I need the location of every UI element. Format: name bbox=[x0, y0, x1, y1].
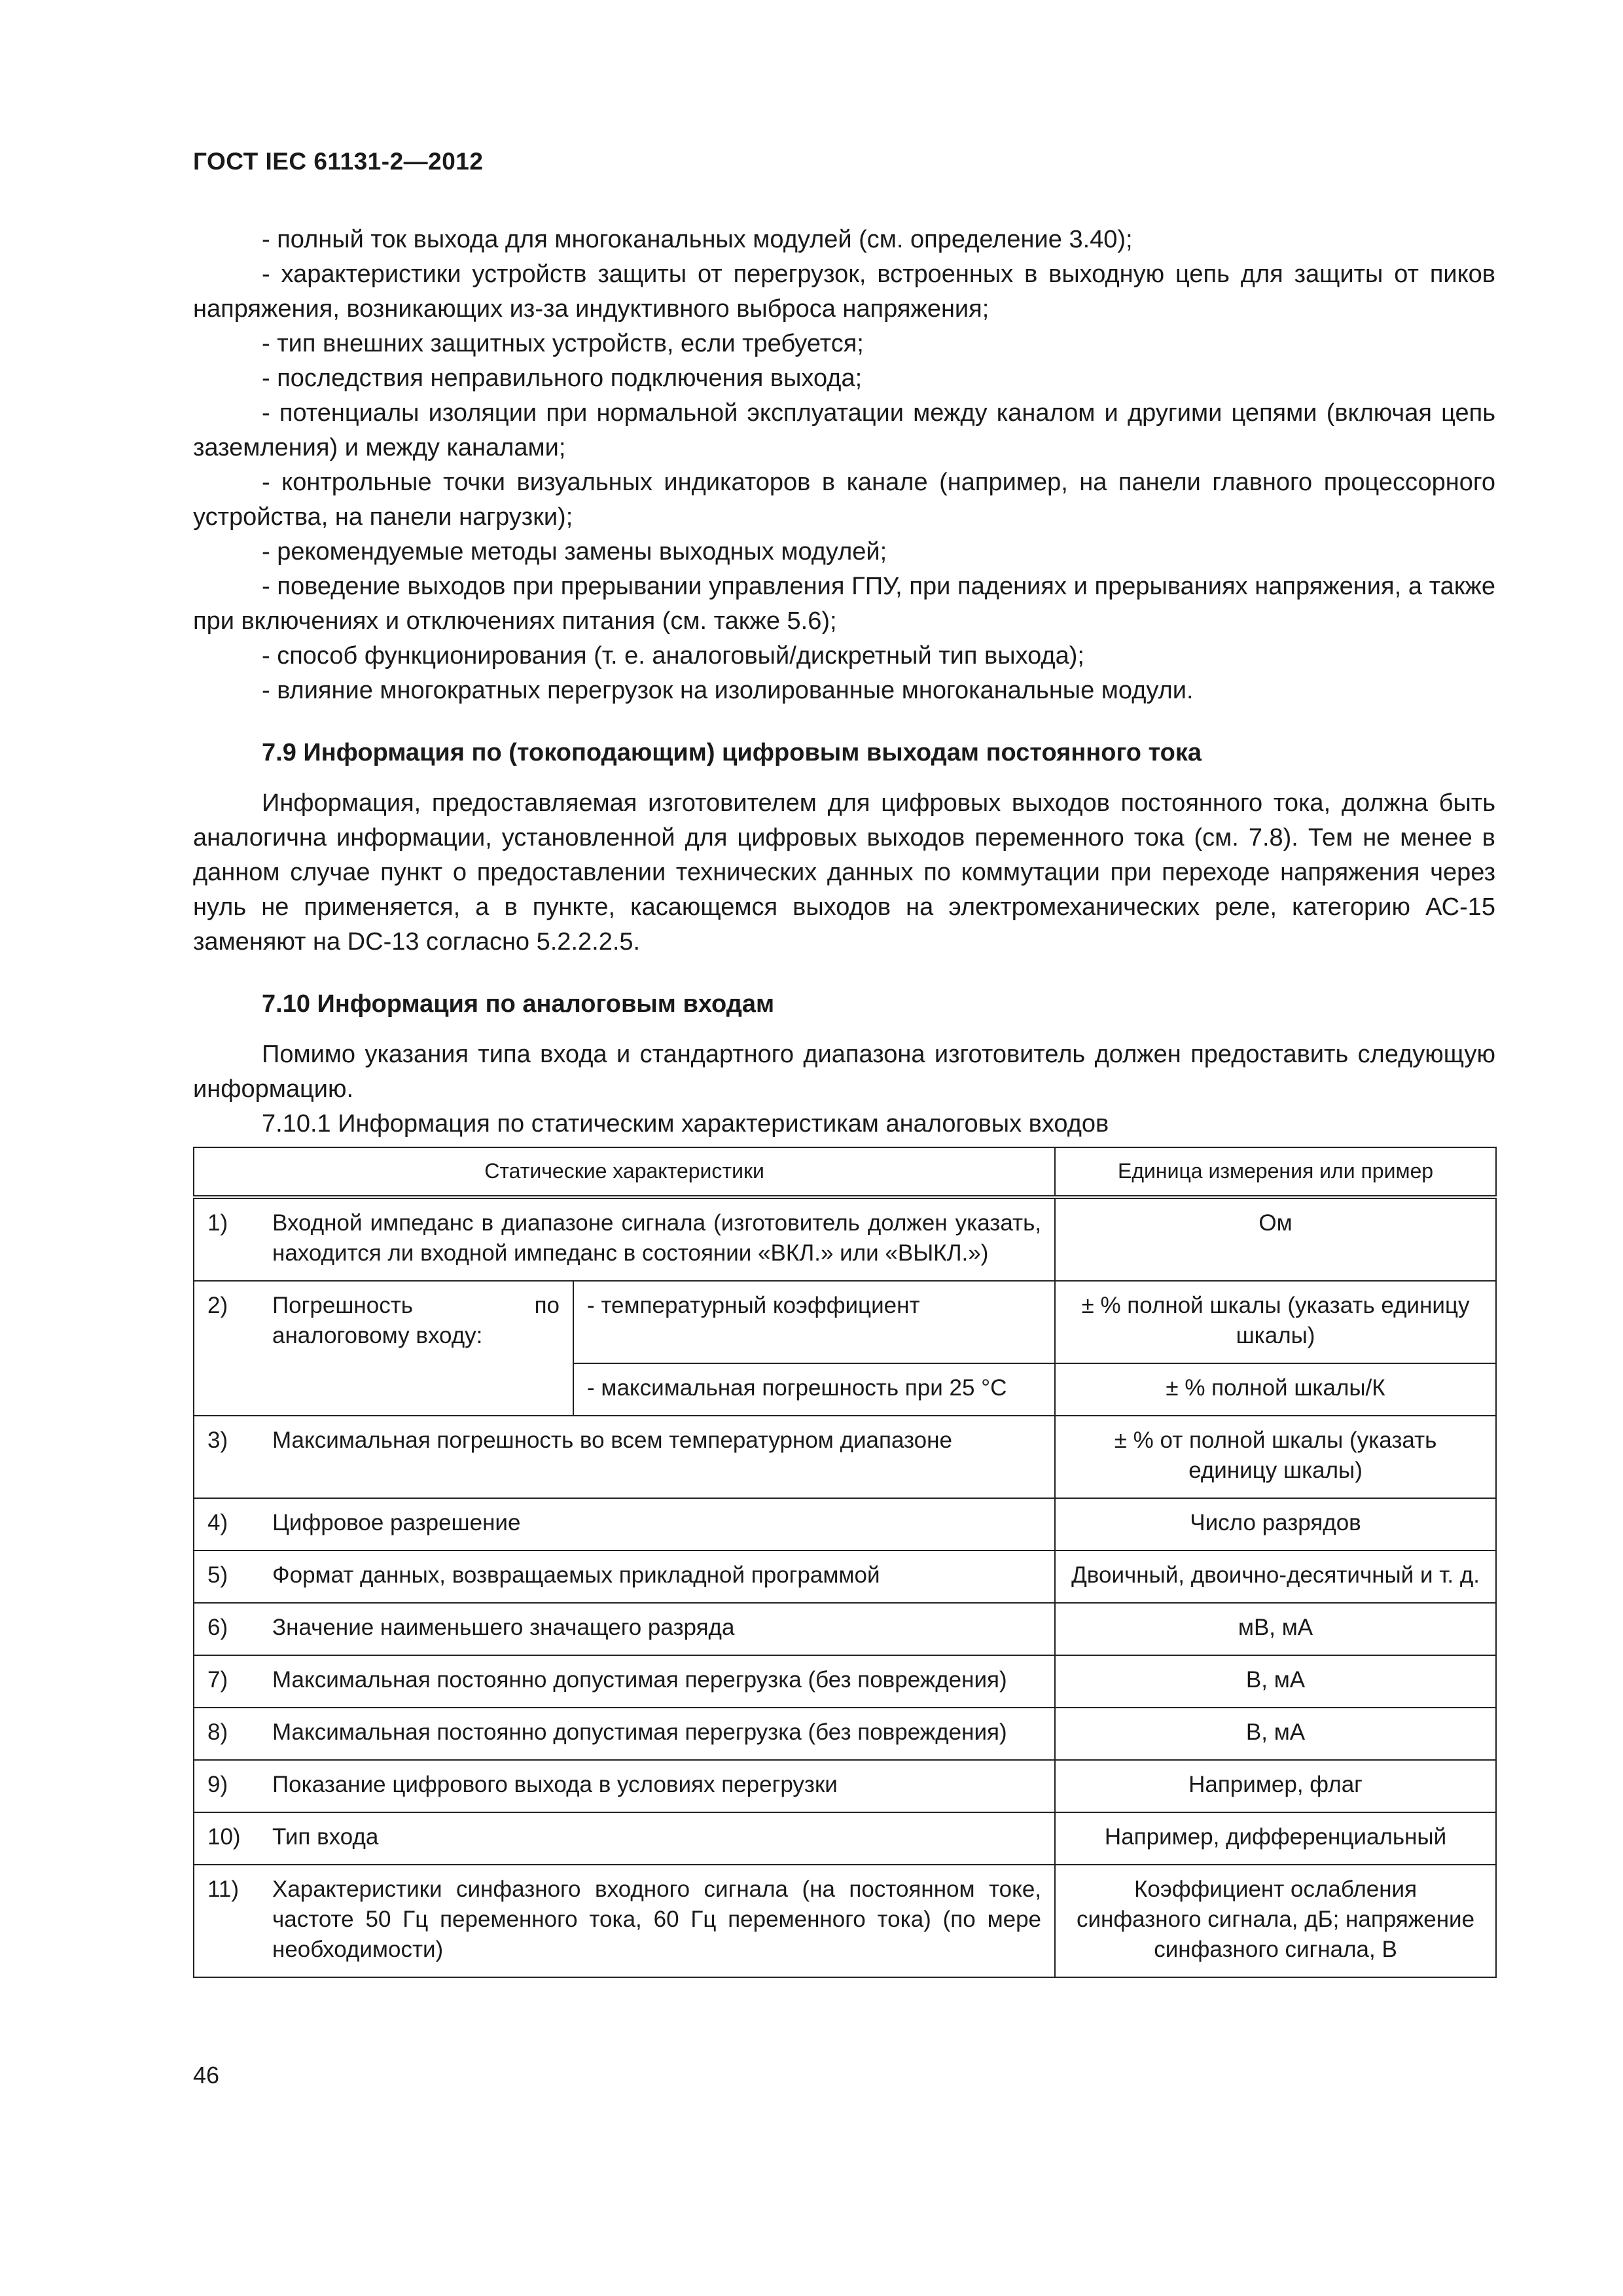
document-body bbox=[193, 223, 1495, 1141]
row-unit: Например, дифференциальный bbox=[1055, 1812, 1496, 1865]
table-row bbox=[194, 1551, 1496, 1603]
list-item: - контрольные точки визуальных индикаторов в канале (например, на панели главного процессорного устройства, на панели нагрузки); bbox=[193, 465, 1495, 535]
table-row bbox=[194, 1812, 1496, 1865]
table-row bbox=[194, 1416, 1496, 1498]
row-characteristic: Характеристики синфазного входного сигнала (на постоянном токе, частоте 50 Гц переменного тока, 60 Гц переменного тока) (по мере необходимости) bbox=[259, 1865, 1055, 1977]
row-characteristic: Тип входа bbox=[259, 1812, 1055, 1865]
section-heading-7-10: 7.10 Информация по аналоговым входам bbox=[262, 990, 775, 1018]
row-unit: Например, флаг bbox=[1055, 1760, 1496, 1812]
row-number: 11) bbox=[194, 1865, 259, 1977]
row-number: 5) bbox=[194, 1551, 259, 1603]
list-item: - рекомендуемые методы замены выходных модулей; bbox=[193, 535, 1495, 569]
static-characteristics-table bbox=[193, 1147, 1497, 1978]
table-row bbox=[194, 1865, 1496, 1977]
list-item: - потенциалы изоляции при нормальной эксплуатации между каналом и другими цепями (включая цепь заземления) и между каналами; bbox=[193, 396, 1495, 465]
row-number: 1) bbox=[194, 1197, 259, 1281]
row-characteristic: Максимальная постоянно допустимая перегрузка (без повреждения) bbox=[259, 1708, 1055, 1760]
row-unit: ± % от полной шкалы (указать единицу шкалы) bbox=[1055, 1416, 1496, 1498]
row-number: 8) bbox=[194, 1708, 259, 1760]
row-unit: ± % полной шкалы/К bbox=[1055, 1363, 1496, 1416]
row-number: 4) bbox=[194, 1498, 259, 1551]
row-unit: Число разрядов bbox=[1055, 1498, 1496, 1551]
row-number: 10) bbox=[194, 1812, 259, 1865]
table-row bbox=[194, 1708, 1496, 1760]
row-number: 2) bbox=[194, 1281, 259, 1416]
row-number: 9) bbox=[194, 1760, 259, 1812]
table-row bbox=[194, 1197, 1496, 1281]
document-header: ГОСТ IEC 61131-2—2012 bbox=[193, 148, 484, 175]
row-unit: мВ, мА bbox=[1055, 1603, 1496, 1655]
row-characteristic: Показание цифрового выхода в условиях перегрузки bbox=[259, 1760, 1055, 1812]
page-number: 46 bbox=[193, 2062, 220, 2089]
row-characteristic: Погрешность по аналоговому входу: bbox=[259, 1281, 573, 1416]
list-item: - последствия неправильного подключения выхода; bbox=[193, 361, 1495, 396]
section-text-7-10: Помимо указания типа входа и стандартного диапазона изготовитель должен предоставить следующую информацию. bbox=[193, 1041, 1495, 1103]
table-header-row bbox=[194, 1147, 1496, 1197]
row-characteristic: Максимальная погрешность во всем температурном диапазоне bbox=[259, 1416, 1055, 1498]
section-text-7-9: Информация, предоставляемая изготовителем для цифровых выходов постоянного тока, должна быть аналогична информации, установленной для цифровых выходов переменного тока (см. 7.8). Тем не менее в данном случае пункт о предоставлении технических данных по коммутации при переходе напряжения через нуль не применяется, а в пункте, касающемся выходов на электромеханических реле, категорию АС-15 заменяют на DC-13 согласно 5.2.2.2.5. bbox=[193, 789, 1495, 956]
column-header-characteristics: Статические характеристики bbox=[194, 1147, 1055, 1197]
row-number: 6) bbox=[194, 1603, 259, 1655]
table-row bbox=[194, 1603, 1496, 1655]
subsection-heading-7-10-1: 7.10.1 Информация по статическим характеристикам аналоговых входов bbox=[262, 1110, 1109, 1138]
list-item: - характеристики устройств защиты от перегрузок, встроенных в выходную цепь для защиты от пиков напряжения, возникающих из-за индуктивного выброса напряжения; bbox=[193, 257, 1495, 327]
row-unit: Коэффициент ослабления синфазного сигнала, дБ; напряжение синфазного сигнала, В bbox=[1055, 1865, 1496, 1977]
section-heading-7-9: 7.9 Информация по (токоподающим) цифровым выходам постоянного тока bbox=[262, 739, 1202, 766]
row-characteristic: Цифровое разрешение bbox=[259, 1498, 1055, 1551]
table-row bbox=[194, 1655, 1496, 1708]
list-item: - тип внешних защитных устройств, если требуется; bbox=[193, 327, 1495, 361]
row-unit: В, мА bbox=[1055, 1655, 1496, 1708]
row-subcharacteristic: - максимальная погрешность при 25 °С bbox=[573, 1363, 1055, 1416]
row-unit: В, мА bbox=[1055, 1708, 1496, 1760]
row-characteristic: Значение наименьшего значащего разряда bbox=[259, 1603, 1055, 1655]
row-subcharacteristic: - температурный коэффициент bbox=[573, 1281, 1055, 1363]
table-row bbox=[194, 1281, 1496, 1363]
list-item: - полный ток выхода для многоканальных модулей (см. определение 3.40); bbox=[193, 223, 1495, 257]
list-item: - поведение выходов при прерывании управления ГПУ, при падениях и прерываниях напряжения, а также при включениях и отключениях питания (см. также 5.6); bbox=[193, 569, 1495, 639]
table-row bbox=[194, 1760, 1496, 1812]
row-unit: Двоичный, двоично-десятичный и т. д. bbox=[1055, 1551, 1496, 1603]
row-number: 3) bbox=[194, 1416, 259, 1498]
list-item: - влияние многократных перегрузок на изолированные многоканальные модули. bbox=[193, 673, 1495, 708]
row-characteristic: Входной импеданс в диапазоне сигнала (изготовитель должен указать, находится ли входной импеданс в состоянии «ВКЛ.» или «ВЫКЛ.») bbox=[259, 1197, 1055, 1281]
table-row bbox=[194, 1498, 1496, 1551]
list-item: - способ функционирования (т. е. аналоговый/дискретный тип выхода); bbox=[193, 639, 1495, 673]
row-characteristic: Формат данных, возвращаемых прикладной программой bbox=[259, 1551, 1055, 1603]
column-header-unit: Единица измерения или пример bbox=[1055, 1147, 1496, 1197]
row-unit: ± % полной шкалы (указать единицу шкалы) bbox=[1055, 1281, 1496, 1363]
row-number: 7) bbox=[194, 1655, 259, 1708]
row-characteristic: Максимальная постоянно допустимая перегрузка (без повреждения) bbox=[259, 1655, 1055, 1708]
row-unit: Ом bbox=[1055, 1197, 1496, 1281]
